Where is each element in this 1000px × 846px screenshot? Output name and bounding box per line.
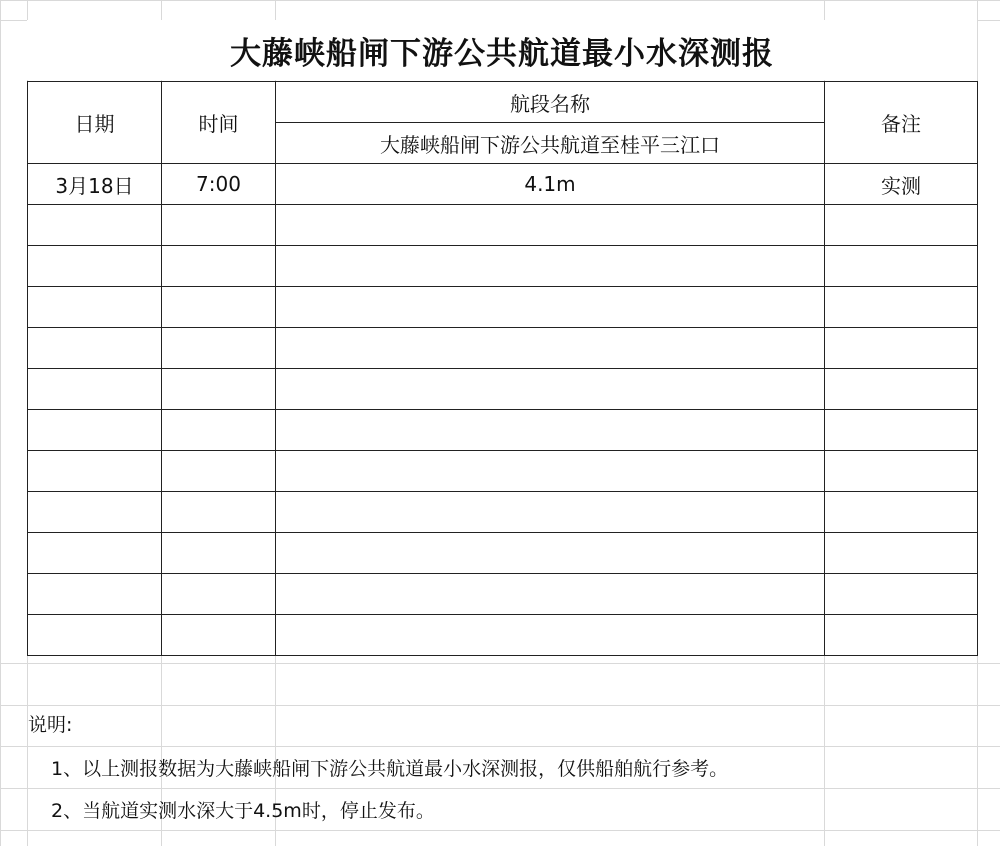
cell-time[interactable] — [162, 205, 276, 246]
cell-date[interactable] — [28, 369, 162, 410]
cell-remark[interactable] — [825, 246, 978, 287]
cell-date[interactable] — [28, 287, 162, 328]
cell-date[interactable] — [28, 451, 162, 492]
cell-date[interactable] — [28, 410, 162, 451]
cell-time[interactable] — [162, 615, 276, 656]
cell-depth[interactable] — [276, 369, 825, 410]
cell-depth[interactable] — [276, 205, 825, 246]
cell-depth[interactable] — [276, 246, 825, 287]
cell-depth[interactable] — [276, 492, 825, 533]
cell-remark[interactable] — [825, 205, 978, 246]
cell-remark[interactable] — [825, 451, 978, 492]
gridline — [0, 746, 1000, 747]
table-row-empty — [28, 615, 978, 656]
cell-date[interactable] — [28, 533, 162, 574]
cell-date[interactable]: 3月18日 — [28, 164, 162, 205]
notes-heading: 说明: — [28, 710, 72, 737]
cell-time[interactable] — [162, 246, 276, 287]
cell-remark[interactable] — [825, 533, 978, 574]
cell-date[interactable] — [28, 492, 162, 533]
table-row-empty — [28, 533, 978, 574]
cell-remark[interactable] — [825, 492, 978, 533]
gridline — [0, 788, 1000, 789]
cell-time[interactable] — [162, 369, 276, 410]
table-row-empty — [28, 287, 978, 328]
header-remark[interactable]: 备注 — [825, 82, 978, 164]
cell-time[interactable]: 7:00 — [162, 164, 276, 205]
cell-date[interactable] — [28, 615, 162, 656]
cell-time[interactable] — [162, 533, 276, 574]
table-row-empty — [28, 205, 978, 246]
cell-date[interactable] — [28, 574, 162, 615]
header-time[interactable]: 时间 — [162, 82, 276, 164]
cell-remark[interactable] — [825, 410, 978, 451]
gridline — [0, 830, 1000, 831]
gridline — [0, 663, 1000, 664]
cell-remark[interactable] — [825, 328, 978, 369]
table-row-empty — [28, 369, 978, 410]
table-row-empty — [28, 451, 978, 492]
cell-time[interactable] — [162, 492, 276, 533]
cell-depth[interactable] — [276, 328, 825, 369]
table-row — [28, 164, 978, 205]
table-row-empty — [28, 574, 978, 615]
report-title: 大藤峡船闸下游公共航道最小水深测报 — [27, 20, 977, 80]
gridline — [0, 705, 1000, 706]
cell-time[interactable] — [162, 328, 276, 369]
cell-depth[interactable] — [276, 533, 825, 574]
cell-time[interactable] — [162, 287, 276, 328]
depth-report-table — [27, 81, 978, 656]
header-section-value[interactable]: 大藤峡船闸下游公共航道至桂平三江口 — [276, 123, 825, 164]
cell-depth[interactable] — [276, 287, 825, 328]
cell-depth[interactable] — [276, 451, 825, 492]
note-line-1: 1、以上测报数据为大藤峡船闸下游公共航道最小水深测报，仅供船舶航行参考。 — [51, 758, 729, 780]
cell-remark[interactable]: 实测 — [825, 164, 978, 205]
cell-date[interactable] — [28, 205, 162, 246]
table-row-empty — [28, 492, 978, 533]
note-line-2: 2、当航道实测水深大于4.5m时，停止发布。 — [51, 800, 435, 822]
cell-depth[interactable]: 4.1m — [276, 164, 825, 205]
cell-remark[interactable] — [825, 287, 978, 328]
cell-depth[interactable] — [276, 574, 825, 615]
cell-depth[interactable] — [276, 615, 825, 656]
header-section-name[interactable]: 航段名称 — [276, 82, 825, 123]
cell-depth[interactable] — [276, 410, 825, 451]
cell-remark[interactable] — [825, 574, 978, 615]
cell-date[interactable] — [28, 246, 162, 287]
cell-remark[interactable] — [825, 369, 978, 410]
table-row-empty — [28, 328, 978, 369]
cell-time[interactable] — [162, 574, 276, 615]
cell-date[interactable] — [28, 328, 162, 369]
cell-remark[interactable] — [825, 615, 978, 656]
header-date[interactable]: 日期 — [28, 82, 162, 164]
cell-time[interactable] — [162, 410, 276, 451]
cell-time[interactable] — [162, 451, 276, 492]
table-row-empty — [28, 410, 978, 451]
table-row-empty — [28, 246, 978, 287]
